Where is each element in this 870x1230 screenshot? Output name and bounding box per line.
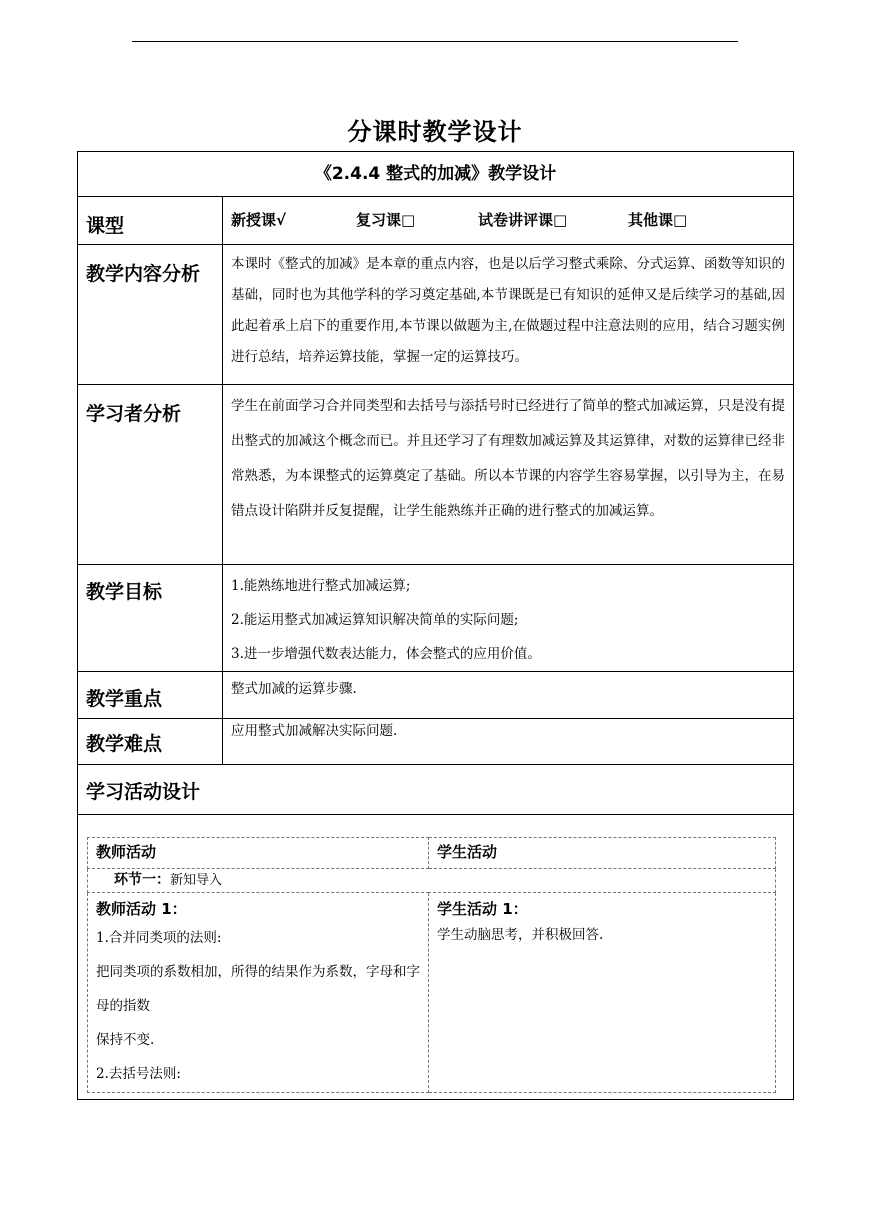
- doc-title: 《2.4.4 整式的加减》教学设计: [78, 152, 794, 197]
- course-type-option: 其他课□: [628, 211, 688, 229]
- activity-table: [87, 837, 776, 1093]
- key-point-label: 教学重点: [78, 672, 223, 719]
- lesson-plan-table: [77, 151, 794, 1100]
- difficulty-label: 教学难点: [78, 719, 223, 765]
- teacher-activity-cell: [88, 893, 429, 1093]
- student-activity-title: 学生活动 1：: [437, 900, 528, 918]
- objectives-label: 教学目标: [78, 565, 223, 672]
- teacher-activity-line: 1.合并同类项的法则:: [96, 930, 222, 946]
- difficulty-text: 应用整式加减解决实际问题.: [223, 719, 794, 765]
- course-type-option: 新授课√: [231, 211, 287, 229]
- teacher-activity-header: 教师活动: [88, 838, 429, 869]
- objective-item: 3.进一步增强代数表达能力，体会整式的应用价值。: [231, 646, 541, 662]
- student-activity-text: 学生动脑思考，并积极回答.: [437, 927, 604, 943]
- teacher-activity-line: 保持不变.: [96, 1032, 155, 1048]
- header-rule: [132, 41, 738, 42]
- segment-label: 环节一：: [114, 872, 170, 888]
- segment-row: [88, 869, 776, 893]
- teacher-activity-title: 教师活动 1：: [96, 900, 187, 918]
- activity-design-body: [78, 815, 794, 1100]
- course-type-options: [223, 197, 794, 245]
- key-point-text: 整式加减的运算步骤.: [223, 672, 794, 719]
- course-type-option: 复习课□: [356, 211, 416, 229]
- student-activity-header: 学生活动: [429, 838, 776, 869]
- segment-name: 新知导入: [170, 873, 223, 888]
- teacher-activity-line: 2.去括号法则:: [96, 1066, 181, 1082]
- teacher-activity-line: 把同类项的系数相加，所得的结果作为系数，字母和字母的指数: [96, 964, 420, 1014]
- activity-design-label: 学习活动设计: [86, 781, 201, 803]
- content-analysis-label: 教学内容分析: [78, 245, 223, 385]
- objective-item: 1.能熟练地进行整式加减运算;: [231, 578, 411, 594]
- objective-item: 2.能运用整式加减运算知识解决简单的实际问题;: [231, 612, 519, 628]
- course-type-option: 试卷讲评课□: [478, 211, 568, 229]
- learner-analysis-text: 学生在前面学习合并同类型和去括号与添括号时已经进行了简单的整式加减运算，只是没有提出整式的加减这个概念而已。并且还学习了有理数加减运算及其运算律，对数的运算律已经非常熟悉，为本课整式的运算奠定了基础。所以本节课的内容学生容易掌握，以引导为主，在易错点设计陷阱并反复提醒，让学生能熟练并正确的进行整式的加减运算。: [223, 385, 794, 565]
- course-type-label: 课型: [78, 197, 223, 245]
- content-analysis-text: 本课时《整式的加减》是本章的重点内容，也是以后学习整式乘除、分式运算、函数等知识的基础，同时也为其他学科的学习奠定基础,本节课既是已有知识的延伸又是后续学习的基础,因此起着承上启下的重要作用,本节课以做题为主,在做题过程中注意法则的应用，结合习题实例进行总结，培养运算技能，掌握一定的运算技巧。: [223, 245, 794, 385]
- learner-analysis-label: 学习者分析: [78, 385, 223, 565]
- activity-design-header: [78, 765, 794, 815]
- page-title: 分课时教学设计: [347, 118, 523, 146]
- objectives-list: [223, 565, 794, 672]
- student-activity-cell: [429, 893, 776, 1093]
